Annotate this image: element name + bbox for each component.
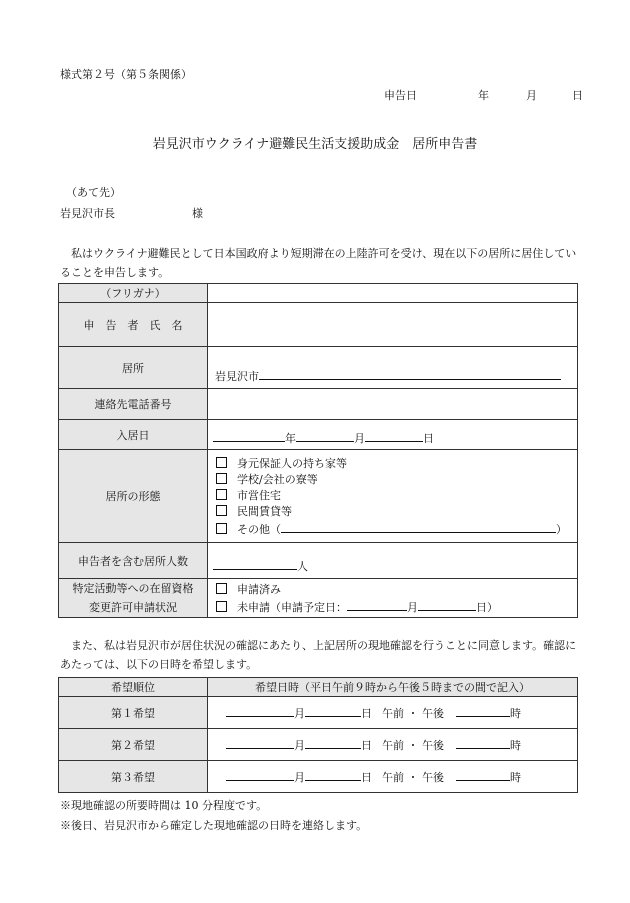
move-in-year-unit: 年 bbox=[285, 432, 296, 445]
choice-2-label: 第２希望 bbox=[59, 729, 208, 761]
choice-3-label: 第３希望 bbox=[59, 761, 208, 793]
date-day: 日 bbox=[572, 89, 583, 102]
phone-field[interactable] bbox=[208, 389, 578, 420]
schedule-table bbox=[58, 677, 578, 793]
addressee-suffix: 様 bbox=[192, 207, 203, 220]
furigana-label: （フリガナ） bbox=[59, 284, 208, 303]
header-datetime: 希望日時（平日午前９時から午後５時までの間で記入） bbox=[208, 678, 578, 697]
type-option-guarantor[interactable]: 身元保証人の持ち家等 bbox=[216, 456, 577, 472]
address-prefix: 岩見沢市 bbox=[215, 370, 259, 383]
choice-1-label: 第１希望 bbox=[59, 697, 208, 729]
status-done-option[interactable]: 申請済み bbox=[216, 582, 577, 598]
consent-paragraph: また、私は岩見沢市が居住状況の確認にあたり、上記居所の現地確認を行うことに同意します。確認にあたっては、以下の日時を希望します。 bbox=[60, 639, 577, 671]
type-option-municipal[interactable]: 市営住宅 bbox=[216, 488, 577, 504]
checkbox[interactable] bbox=[216, 505, 227, 516]
choice-2-field[interactable]: 月 日 午前 ・ 午後 時 bbox=[208, 729, 578, 761]
month-blank[interactable] bbox=[226, 704, 294, 717]
choice-3-field[interactable]: 月 日 午前 ・ 午後 時 bbox=[208, 761, 578, 793]
pending-month-blank[interactable] bbox=[347, 598, 407, 611]
move-in-field[interactable] bbox=[208, 420, 578, 450]
residents-blank[interactable] bbox=[213, 557, 297, 570]
applicant-name-field[interactable] bbox=[208, 303, 578, 347]
residence-table bbox=[58, 283, 578, 618]
residents-unit: 人 bbox=[297, 560, 308, 573]
type-option-dormitory[interactable]: 学校/会社の寮等 bbox=[216, 472, 577, 488]
checkbox[interactable] bbox=[216, 523, 227, 534]
checkbox[interactable] bbox=[216, 583, 227, 594]
status-options bbox=[208, 579, 578, 618]
choice-1-field[interactable]: 月 日 午前 ・ 午後 時 bbox=[208, 697, 578, 729]
residents-field[interactable] bbox=[208, 543, 578, 579]
residence-type-options bbox=[208, 450, 578, 543]
move-in-day-blank[interactable] bbox=[365, 429, 423, 442]
type-option-other[interactable]: その他（ ） bbox=[216, 520, 577, 536]
residents-label: 申告者を含む居所人数 bbox=[59, 543, 208, 579]
day-blank[interactable] bbox=[305, 704, 361, 717]
move-in-month-unit: 月 bbox=[354, 432, 365, 445]
pending-day-blank[interactable] bbox=[418, 598, 476, 611]
checkbox[interactable] bbox=[216, 473, 227, 484]
hour-blank[interactable] bbox=[456, 704, 510, 717]
move-in-month-blank[interactable] bbox=[296, 429, 354, 442]
addressee-to: （あて先） bbox=[66, 186, 121, 199]
residence-type-label: 居所の形態 bbox=[59, 450, 208, 543]
checkbox[interactable] bbox=[216, 601, 227, 612]
note-contact: ※後日、岩見沢市から確定した現地確認の日時を連絡します。 bbox=[60, 819, 368, 832]
move-in-label: 入居日 bbox=[59, 420, 208, 450]
note-duration: ※現地確認の所要時間は 10 分程度です。 bbox=[60, 799, 268, 812]
month-blank[interactable] bbox=[226, 768, 294, 781]
hour-blank[interactable] bbox=[456, 768, 510, 781]
address-label: 居所 bbox=[59, 347, 208, 389]
move-in-year-blank[interactable] bbox=[213, 429, 285, 442]
date-label: 申告日 bbox=[384, 89, 417, 102]
checkbox[interactable] bbox=[216, 457, 227, 468]
other-blank[interactable] bbox=[281, 520, 556, 533]
applicant-name-label: 申 告 者 氏 名 bbox=[59, 303, 208, 347]
form-number: 様式第２号（第５条関係） bbox=[60, 68, 192, 81]
date-year: 年 bbox=[478, 89, 489, 102]
intro-paragraph: 私はウクライナ避難民として日本国政府より短期滞在の上陸許可を受け、現在以下の居所に居住していることを申告します。 bbox=[60, 247, 577, 279]
header-rank: 希望順位 bbox=[59, 678, 208, 697]
day-blank[interactable] bbox=[305, 768, 361, 781]
furigana-field[interactable] bbox=[208, 284, 578, 303]
addressee-name: 岩見沢市長 bbox=[60, 207, 115, 220]
address-field[interactable] bbox=[208, 347, 578, 389]
phone-label: 連絡先電話番号 bbox=[59, 389, 208, 420]
page-title: 岩見沢市ウクライナ避難民生活支援助成金 居所申告書 bbox=[152, 137, 478, 152]
status-label: 特定活動等への在留資格 変更許可申請状況 bbox=[59, 579, 208, 618]
hour-blank[interactable] bbox=[456, 736, 510, 749]
checkbox[interactable] bbox=[216, 489, 227, 500]
month-blank[interactable] bbox=[226, 736, 294, 749]
date-month: 月 bbox=[526, 89, 537, 102]
type-option-rental[interactable]: 民間賃貸等 bbox=[216, 504, 577, 520]
address-blank[interactable] bbox=[259, 367, 561, 380]
day-blank[interactable] bbox=[305, 736, 361, 749]
move-in-day-unit: 日 bbox=[423, 432, 434, 445]
status-pending-option[interactable]: 未申請（申請予定日： 月 日） bbox=[216, 598, 577, 614]
